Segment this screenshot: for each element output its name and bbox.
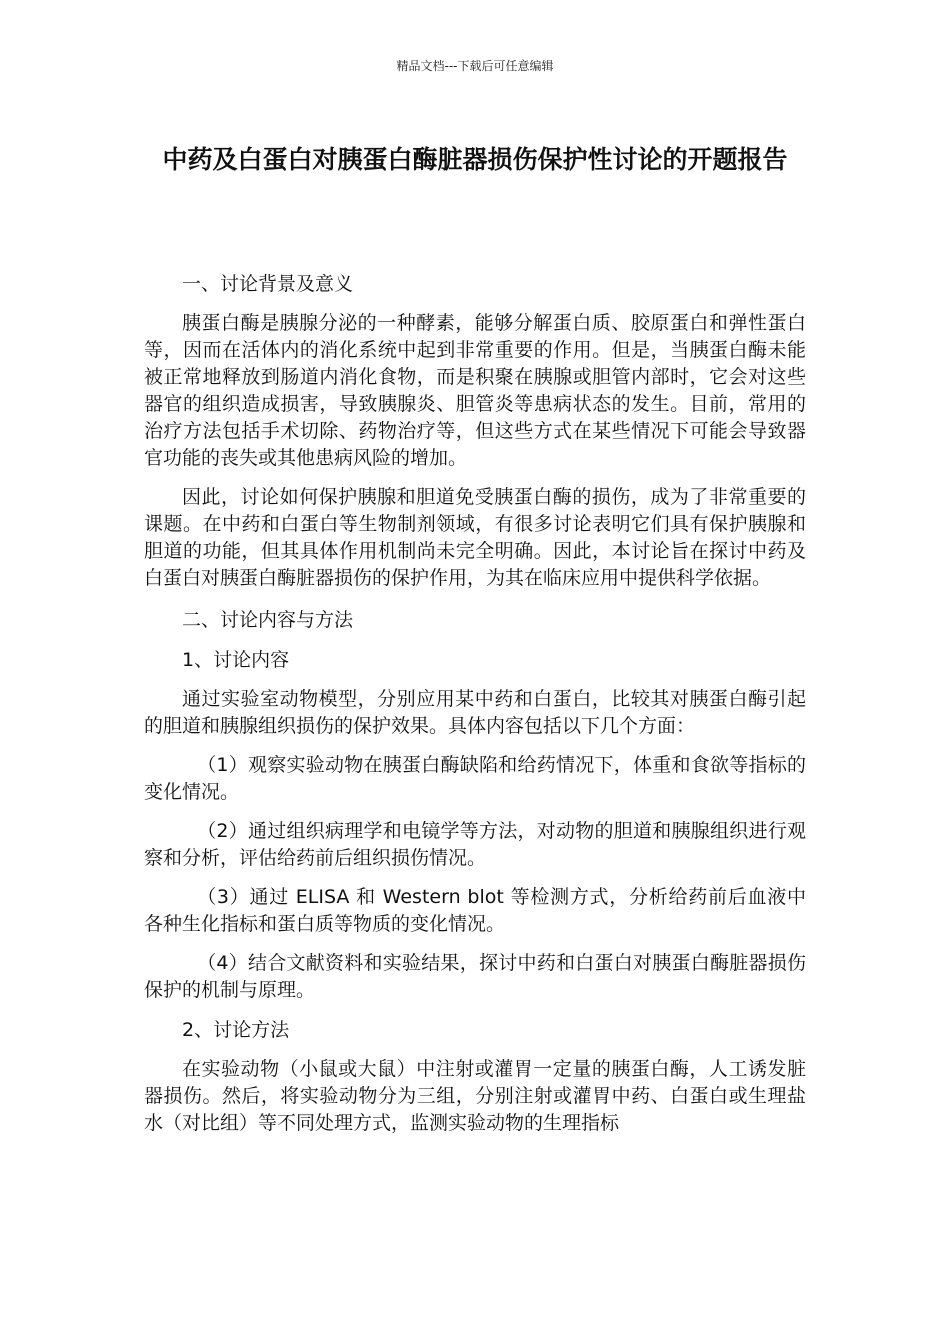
section-heading-background: 一、讨论背景及意义	[182, 273, 354, 295]
paragraph-content-intro: 通过实验室动物模型，分别应用某中药和白蛋白，比较其对胰蛋白酶引起的胆道和胰腺组织损伤的保护效果。具体内容包括以下几个方面：	[144, 688, 806, 737]
content-list-item: （3）通过 ELISA 和 Western blot 等检测方式，分析给药前后血液中各种生化指标和蛋白质等物质的变化情况。	[144, 886, 806, 935]
content-list-item: （4）结合文献资料和实验结果，探讨中药和白蛋白对胰蛋白酶脏器损伤保护的机制与原理。	[144, 952, 806, 1001]
content-list-item: （1）观察实验动物在胰蛋白酶缺陷和给药情况下，体重和食欲等指标的变化情况。	[144, 754, 806, 803]
page-header: 精品文档---下载后可任意编辑	[396, 59, 554, 73]
paragraph-background-1: 胰蛋白酶是胰腺分泌的一种酵素，能够分解蛋白质、胶原蛋白和弹性蛋白等，因而在活体内的消化系统中起到非常重要的作用。但是，当胰蛋白酶未能被正常地释放到肠道内消化食物，而是积聚在胰腺或胆管内部时，它会对这些器官的组织造成损害，导致胰腺炎、胆管炎等患病状态的发生。目前，常用的治疗方法包括手术切除、药物治疗等，但这些方式在某些情况下可能会导致器官功能的丧失或其他患病风险的增加。	[144, 312, 806, 469]
subsection-heading-methods: 2、讨论方法	[182, 1019, 290, 1041]
document-title: 中药及白蛋白对胰蛋白酶脏器损伤保护性讨论的开题报告	[162, 145, 788, 174]
paragraph-methods: 在实验动物（小鼠或大鼠）中注射或灌胃一定量的胰蛋白酶，人工诱发脏器损伤。然后，将实验动物分为三组，分别注射或灌胃中药、白蛋白或生理盐水（对比组）等不同处理方式，监测实验动物的生理指标	[144, 1058, 806, 1134]
content-list-item: （2）通过组织病理学和电镜学等方法，对动物的胆道和胰腺组织进行观察和分析，评估给药前后组织损伤情况。	[144, 820, 806, 869]
document-body	[144, 270, 806, 1137]
paragraph-background-2: 因此，讨论如何保护胰腺和胆道免受胰蛋白酶的损伤，成为了非常重要的课题。在中药和白蛋白等生物制剂领域，有很多讨论表明它们具有保护胰腺和胆道的功能，但其具体作用机制尚未完全明确。因此，本讨论旨在探讨中药及白蛋白对胰蛋白酶脏器损伤的保护作用，为其在临床应用中提供科学依据。	[144, 486, 806, 589]
section-heading-content-methods: 二、讨论内容与方法	[182, 609, 354, 631]
subsection-heading-content: 1、讨论内容	[182, 649, 290, 671]
